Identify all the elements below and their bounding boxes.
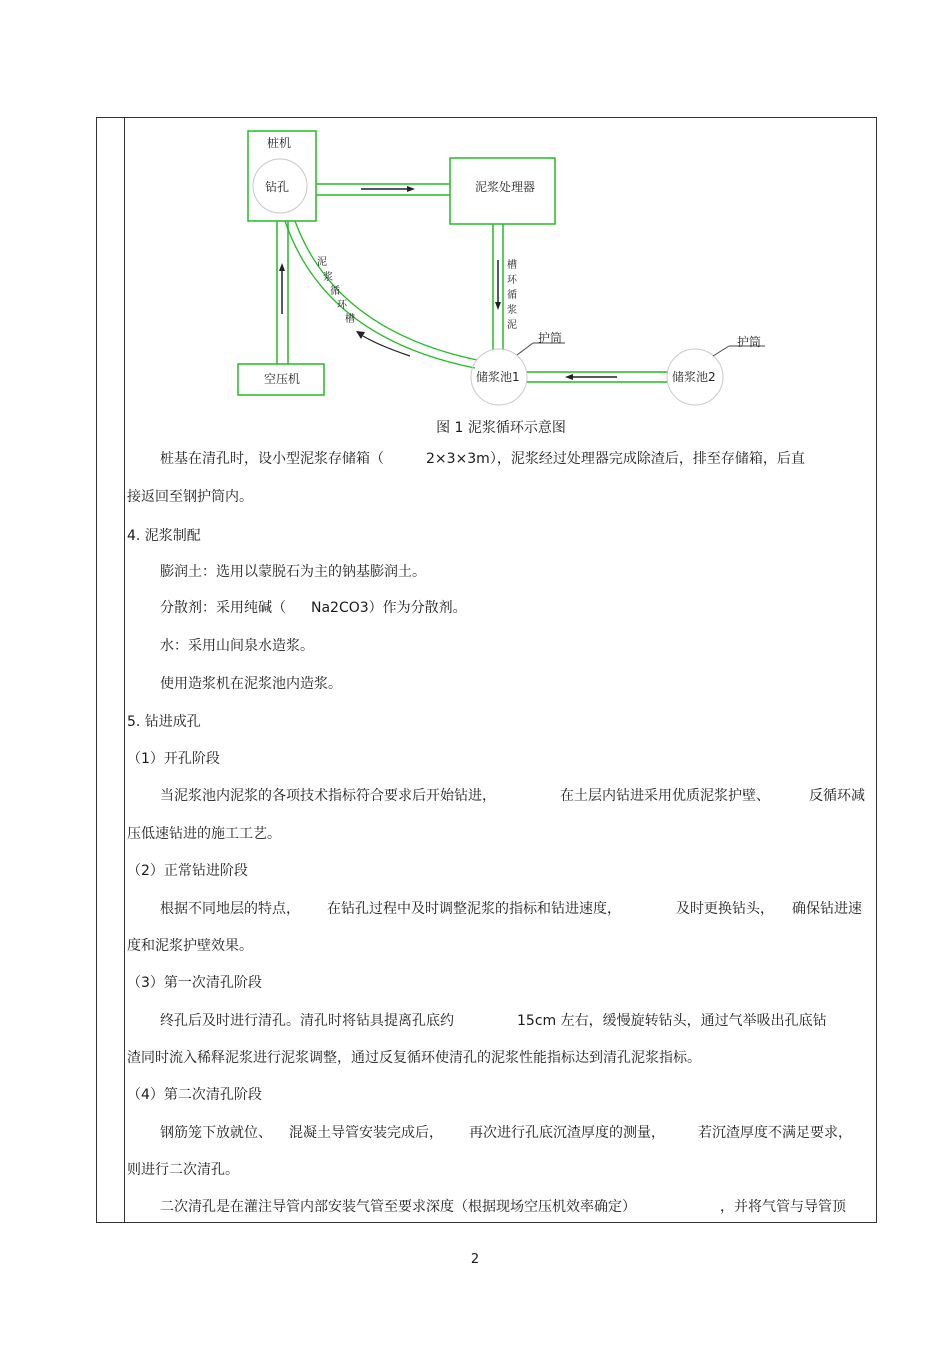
p1-line2: 接返回至钢护筒内。 xyxy=(127,489,253,505)
stage-4-line2: 则进行二次清孔。 xyxy=(127,1162,239,1178)
dispersant-line-b: Na2CO3）作为分散剂。 xyxy=(311,600,467,616)
casing-2-leader-a xyxy=(713,346,729,356)
channel-curve-char-2: 循 xyxy=(330,286,340,297)
pile-machine-label: 桩机 xyxy=(267,136,292,150)
storage-tank-2-label: 储浆池2 xyxy=(672,370,716,384)
stage-3-line2: 渣同时流入稀释泥浆进行泥浆调整，通过反复循环使清孔的泥浆性能指标达到清孔泥浆指标。 xyxy=(127,1050,701,1066)
channel-vertical-char-4: 泥 xyxy=(507,320,517,331)
casing-1-label: 护筒 xyxy=(538,331,563,345)
page-number: 2 xyxy=(470,1252,480,1267)
p1-line1b: 2×3×3m），泥浆经过处理器完成除渣后，排至存储箱，后直 xyxy=(426,451,805,467)
stage-4-line1c: 再次进行孔底沉渣厚度的测量， xyxy=(469,1125,665,1141)
channel-curve-char-4: 槽 xyxy=(345,314,355,325)
stage-4-line1d: 若沉渣厚度不满足要求， xyxy=(698,1125,852,1141)
curved-channel-inner xyxy=(295,221,477,360)
stage-4-line1b: 混凝土导管安装完成后， xyxy=(289,1125,443,1141)
channel-curve-char-3: 环 xyxy=(337,300,347,311)
stage-2-line1d: 确保钻进速 xyxy=(792,901,862,917)
machine-line: 使用造浆机在泥浆池内造浆。 xyxy=(160,676,342,692)
stage-1-line1c: 反循环减 xyxy=(809,788,865,804)
storage-tank-1-label: 储浆池1 xyxy=(476,370,520,384)
mud-processor-label: 泥浆处理器 xyxy=(475,180,536,194)
curved-channel-outer xyxy=(285,221,475,368)
diagram-caption: 图 1 泥浆循环示意图 xyxy=(436,420,566,436)
stage-4-line1a: 钢筋笼下放就位、 xyxy=(160,1125,272,1141)
casing-2-label: 护筒 xyxy=(737,335,762,349)
flow-arrow-left-head xyxy=(565,374,573,380)
stage-3-title: （3）第一次清孔阶段 xyxy=(127,975,262,991)
channel-vertical-char-1: 环 xyxy=(507,275,517,286)
section-5-heading: 5. 钻进成孔 xyxy=(127,714,201,730)
air-compressor-label: 空压机 xyxy=(264,372,301,386)
drill-hole-label: 钻孔 xyxy=(265,180,290,194)
p1-line1a: 桩基在清孔时，设小型泥浆存储箱（ xyxy=(160,451,384,467)
channel-curve-char-0: 泥 xyxy=(317,257,327,268)
mud-circulation-diagram xyxy=(125,118,875,416)
casing-1-leader-a xyxy=(517,343,533,355)
water-line: 水：采用山间泉水造浆。 xyxy=(160,638,314,654)
flow-arrow-down-head xyxy=(495,302,501,310)
stage-3-line1b: 15cm 左右，缓慢旋转钻头，通过气举吸出孔底钻 xyxy=(517,1013,827,1029)
dispersant-line-a: 分散剂：采用纯碱（ xyxy=(160,600,286,616)
flow-arrow-right-head xyxy=(407,186,415,192)
channel-curve-char-1: 浆 xyxy=(323,272,333,283)
stage-1-title: （1）开孔阶段 xyxy=(127,751,220,767)
last-line-a: 二次清孔是在灌注导管内部安装气管至要求深度（根据现场空压机效率确定） xyxy=(160,1199,636,1215)
section-4-heading: 4. 泥浆制配 xyxy=(127,528,201,544)
last-line-b: ，并将气管与导管顶 xyxy=(720,1199,846,1215)
stage-1-line1a: 当泥浆池内泥浆的各项技术指标符合要求后开始钻进， xyxy=(160,788,496,804)
flow-arrow-curve-head xyxy=(356,331,365,339)
stage-4-title: （4）第二次清孔阶段 xyxy=(127,1087,262,1103)
stage-1-line1b: 在土层内钻进采用优质泥浆护壁、 xyxy=(560,788,770,804)
channel-vertical-char-2: 循 xyxy=(507,290,517,301)
stage-2-line2: 度和泥浆护壁效果。 xyxy=(127,938,253,954)
channel-vertical-char-3: 浆 xyxy=(507,305,517,316)
stage-3-line1a: 终孔后及时进行清孔。清孔时将钻具提离孔底约 xyxy=(160,1013,454,1029)
stage-2-line1a: 根据不同地层的特点， xyxy=(160,901,300,917)
stage-1-line2: 压低速钻进的施工工艺。 xyxy=(127,826,281,842)
stage-2-line1c: 及时更换钻头， xyxy=(676,901,774,917)
bentonite-line: 膨润土：选用以蒙脱石为主的钠基膨润土。 xyxy=(160,564,426,580)
flow-arrow-up-head xyxy=(279,263,285,271)
stage-2-title: （2）正常钻进阶段 xyxy=(127,863,248,879)
stage-2-line1b: 在钻孔过程中及时调整泥浆的指标和钻进速度， xyxy=(327,901,621,917)
channel-vertical-char-0: 槽 xyxy=(507,260,517,271)
